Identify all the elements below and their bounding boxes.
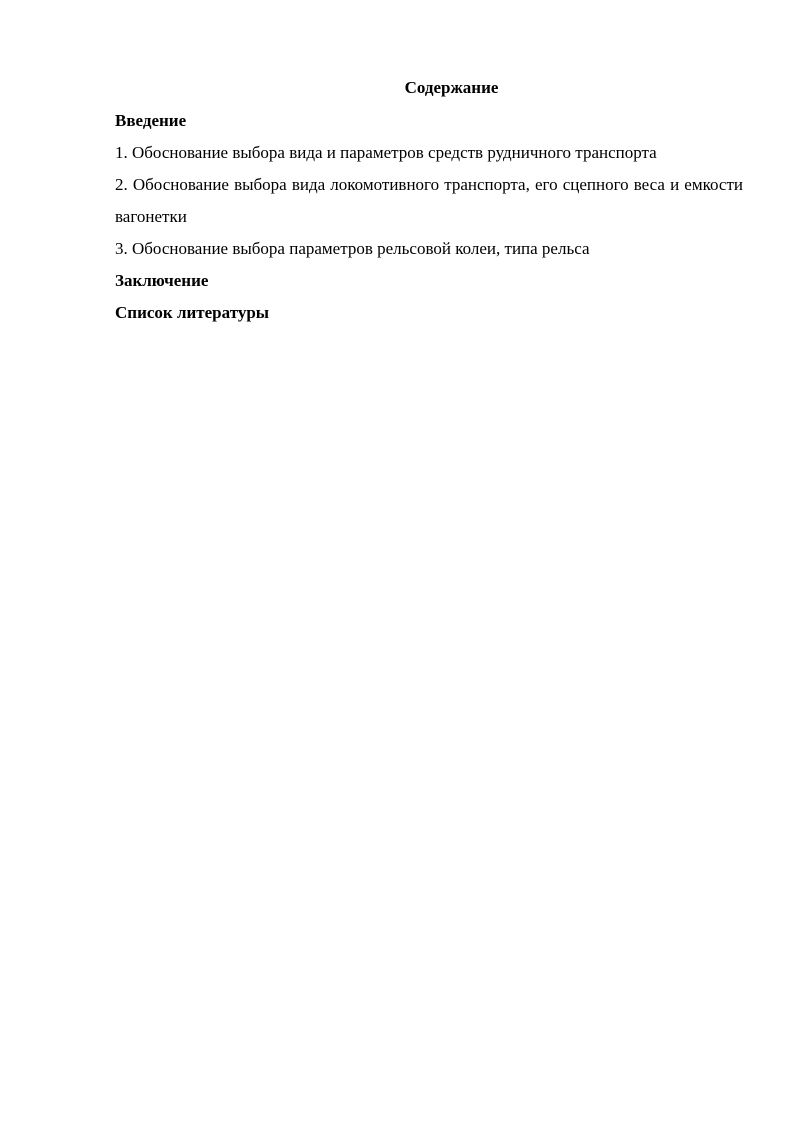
toc-entry-section-3: 3. Обоснование выбора параметров рельсовой колеи, типа рельса	[115, 239, 590, 258]
toc-list	[115, 105, 743, 329]
toc-entry-conclusion: Заключение	[115, 271, 209, 290]
toc-entry-section-1: 1. Обоснование выбора вида и параметров средств рудничного транспорта	[115, 143, 657, 162]
toc-title: Содержание	[404, 78, 499, 97]
toc-entry-section-2: 2. Обоснование выбора вида локомотивного транспорта, его сцепного веса и емкости вагонетки	[115, 175, 743, 226]
toc-entry-references: Список литературы	[115, 303, 270, 322]
table-of-contents	[115, 74, 743, 329]
toc-entry-introduction: Введение	[115, 111, 187, 130]
